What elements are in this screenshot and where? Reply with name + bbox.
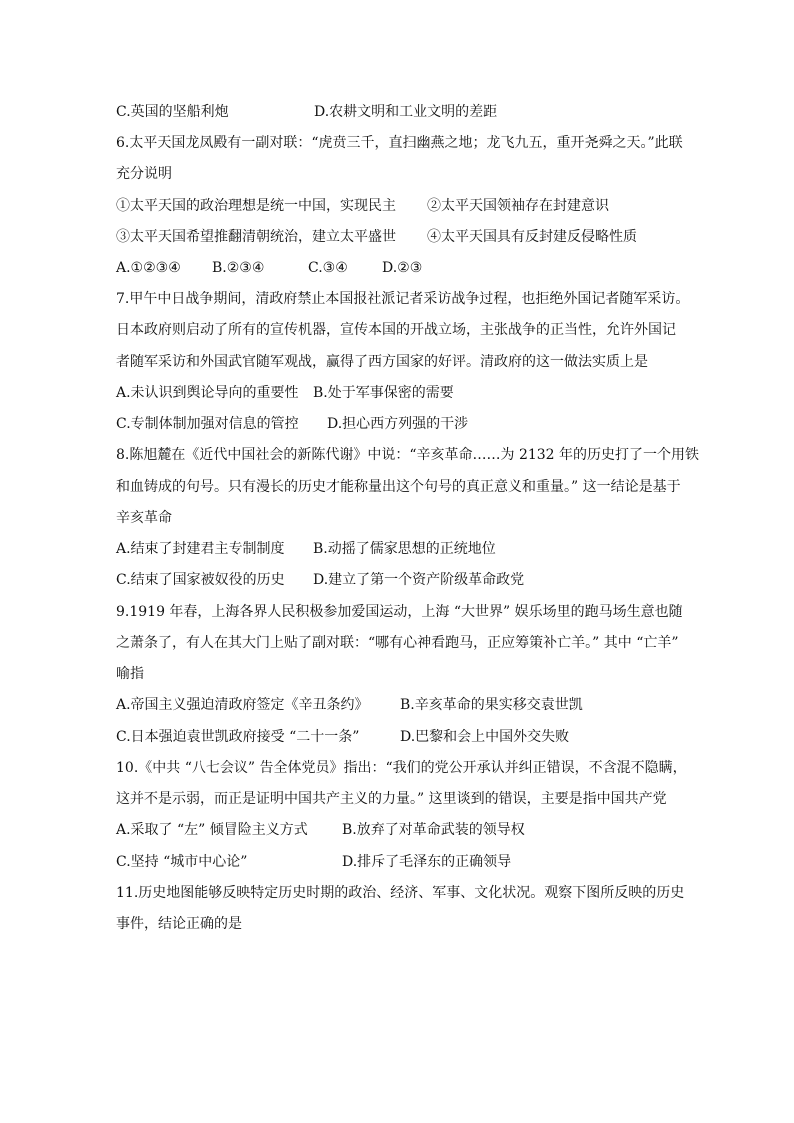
- q6-option-a: A.①②③④: [116, 260, 181, 276]
- q10-option-a: A.采取了 “左” 倾冒险主义方式: [116, 822, 308, 838]
- q6-statement-2: ②太平天国领袖存在封建意识: [427, 198, 609, 214]
- q10-option-c: C.坚持 “城市中心论”: [116, 854, 248, 870]
- q6-statement-4: ④太平天国具有反封建反侵略性质: [427, 229, 637, 245]
- q7-option-b: B.处于军事保密的需要: [313, 385, 454, 401]
- q8-option-c: C.结束了国家被奴役的历史: [116, 572, 285, 588]
- q8-stem-line-1: 8.陈旭麓在《近代中国社会的新陈代谢》中说：“辛亥革命……为 2132 年的历史打了一个用铁: [116, 447, 700, 463]
- q9-stem-line-2: 之萧条了，有人在其大门上贴了副对联：“哪有心神看跑马，正应筹策补亡羊。” 其中 “亡羊”: [116, 635, 679, 651]
- q5-option-d: D.农耕文明和工业文明的差距: [314, 104, 498, 120]
- q8-stem-line-3: 辛亥革命: [116, 510, 172, 526]
- q7-option-c: C.专制体制加强对信息的管控: [116, 416, 299, 432]
- q7-stem-line-3: 者随军采访和外国武官随军观战，赢得了西方国家的好评。清政府的这一做法实质上是: [116, 354, 648, 370]
- q6-statement-3: ③太平天国希望推翻清朝统治，建立太平盛世: [116, 229, 396, 245]
- q10-option-b: B.放弃了对革命武装的领导权: [342, 822, 525, 838]
- q8-stem-line-2: 和血铸成的句号。只有漫长的历史才能称量出这个句号的真正意义和重量。” 这一结论是基于: [116, 479, 681, 495]
- q9-option-c: C.日本强迫袁世凯政府接受 “二十一条”: [116, 729, 360, 745]
- q9-option-a: A.帝国主义强迫清政府签定《辛丑条约》: [116, 697, 369, 713]
- q6-stem-line-1: 6.太平天国龙凤殿有一副对联：“虎贲三千，直扫幽燕之地；龙飞九五，重开尧舜之天。”此联: [116, 135, 683, 151]
- q8-option-d: D.建立了第一个资产阶级革命政党: [313, 572, 525, 588]
- q11-stem-line-1: 11.历史地图能够反映特定历史时期的政治、经济、军事、文化状况。观察下图所反映的历史: [116, 885, 685, 901]
- q6-stem-line-2: 充分说明: [116, 166, 172, 182]
- q9-option-d: D.巴黎和会上中国外交失败: [400, 729, 570, 745]
- q6-option-c: C.③④: [308, 260, 348, 276]
- q7-option-d: D.担心西方列强的干涉: [327, 416, 469, 432]
- q5-option-c: C.英国的坚船利炮: [116, 104, 229, 120]
- q10-option-d: D.排斥了毛泽东的正确领导: [342, 854, 512, 870]
- q9-option-b: B.辛亥革命的果实移交袁世凯: [400, 697, 583, 713]
- q6-statement-1: ①太平天国的政治理想是统一中国，实现民主: [116, 198, 396, 214]
- q10-stem-line-2: 这并不是示弱，而正是证明中国共产主义的力量。” 这里谈到的错误，主要是指中国共产党: [116, 791, 667, 807]
- q10-stem-line-1: 10.《中共 “八七会议” 告全体党员》指出：“我们的党公开承认并纠正错误，不含混不隐瞒，: [116, 760, 687, 776]
- q8-option-b: B.动摇了儒家思想的正统地位: [313, 541, 496, 557]
- q8-option-a: A.结束了封建君主专制制度: [116, 541, 285, 557]
- q6-option-b: B.②③④: [212, 260, 265, 276]
- q6-option-d: D.②③: [382, 260, 423, 276]
- q7-stem-line-1: 7.甲午中日战争期间，清政府禁止本国报社派记者采访战争过程，也拒绝外国记者随军采访。: [116, 291, 690, 307]
- q7-option-a: A.未认识到舆论导向的重要性: [116, 385, 299, 401]
- q7-stem-line-2: 日本政府则启动了所有的宣传机器，宣传本国的开战立场，主张战争的正当性，允许外国记: [116, 322, 676, 338]
- q9-stem-line-3: 喻指: [116, 666, 144, 682]
- q9-stem-line-1: 9.1919 年春，上海各界人民积极参加爱国运动，上海 “大世界” 娱乐场里的跑马场生意也随: [116, 604, 683, 620]
- q11-stem-line-2: 事件，结论正确的是: [116, 916, 242, 932]
